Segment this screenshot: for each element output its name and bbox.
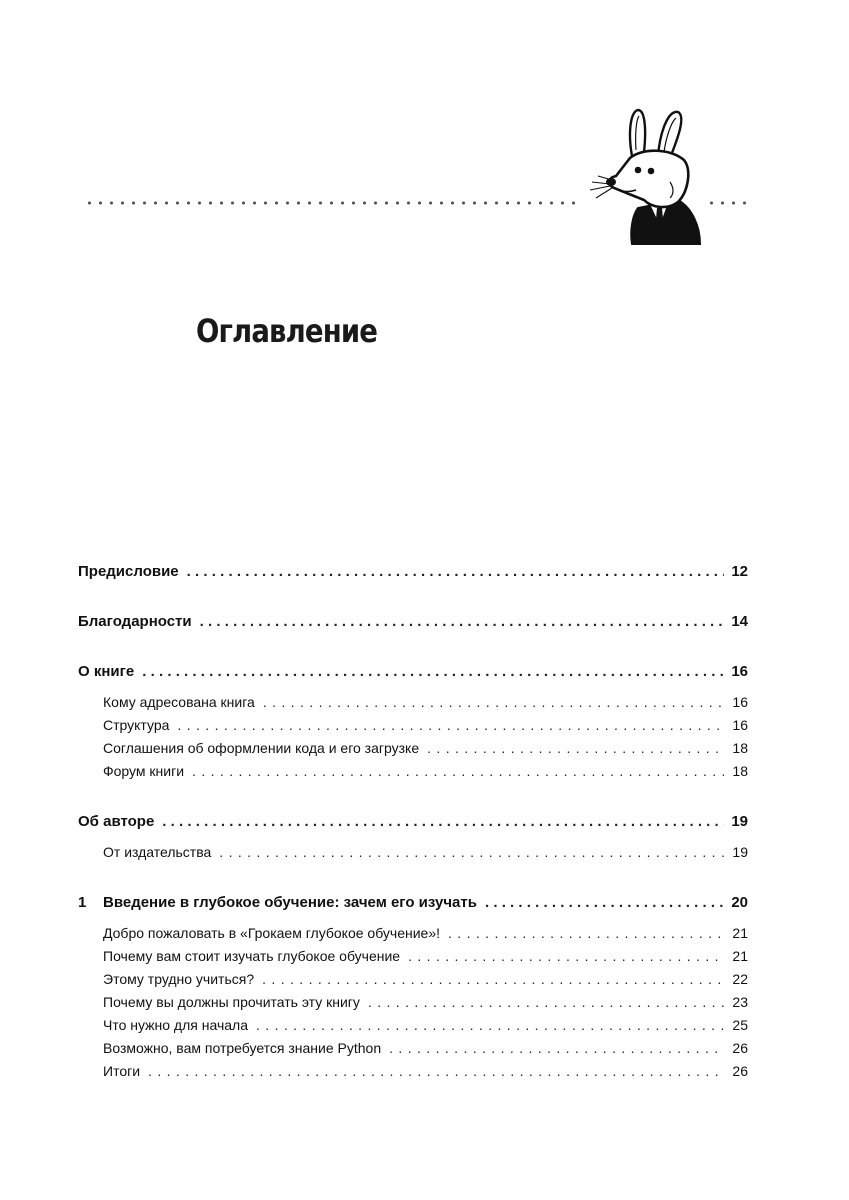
toc-chapter-number: 1 [78, 894, 87, 911]
toc-entry-title: Об авторе [78, 813, 155, 830]
toc-chapter-entry[interactable] [78, 560, 748, 583]
toc-entry-title: Кому адресована книга [103, 694, 255, 710]
toc-page-number: 23 [732, 994, 748, 1010]
toc-page-number: 19 [731, 813, 748, 830]
dot-leader [148, 1060, 724, 1083]
toc-page-number: 18 [732, 740, 748, 756]
toc-entry-title: Почему вам стоит изучать глубокое обучение [103, 948, 401, 964]
dot-leader [485, 891, 724, 914]
dot-leader [192, 760, 724, 783]
toc-chapter-entry[interactable] [78, 660, 748, 683]
toc-page-number: 26 [732, 1063, 748, 1079]
toc-page-number: 12 [731, 563, 748, 580]
dot-leader [262, 968, 724, 991]
toc-page-number: 20 [731, 894, 748, 911]
toc-chapter-entry[interactable] [78, 810, 748, 833]
toc-entry-title: Почему вы должны прочитать эту книгу [103, 994, 360, 1010]
toc-section-entry[interactable] [78, 841, 748, 864]
toc-entry-title: Благодарности [78, 613, 192, 630]
rabbit-in-suit-icon [588, 104, 706, 246]
toc-entry-title: О книге [78, 663, 135, 680]
toc-entry-title: Возможно, вам потребуется знание Python [103, 1040, 382, 1056]
toc-entry-title: Этому трудно учиться? [103, 971, 255, 987]
toc-section-entry[interactable] [78, 714, 748, 737]
dot-leader [162, 810, 724, 833]
dot-leader [448, 922, 724, 945]
dot-leader [427, 737, 724, 760]
toc-page-number: 14 [731, 613, 748, 630]
toc-entry-title: Итоги [103, 1063, 141, 1079]
toc-section-entry[interactable] [78, 1014, 748, 1037]
toc-entry-title: Форум книги [103, 763, 185, 779]
dot-leader [368, 991, 724, 1014]
dot-leader [142, 660, 724, 683]
toc-section-entry[interactable] [78, 968, 748, 991]
toc-page-number: 21 [732, 925, 748, 941]
decorative-dotted-rule-left [84, 200, 582, 206]
toc-section-entry[interactable] [78, 1037, 748, 1060]
toc-section-entry[interactable] [78, 760, 748, 783]
toc-entry-title: Предисловие [78, 563, 179, 580]
dot-leader [219, 841, 724, 864]
toc-page-number: 22 [732, 971, 748, 987]
toc-page-number: 25 [732, 1017, 748, 1033]
dot-leader [389, 1037, 724, 1060]
toc-section-entry[interactable] [78, 922, 748, 945]
toc-chapter-entry[interactable] [78, 891, 748, 914]
toc-page-number: 16 [732, 694, 748, 710]
dot-leader [408, 945, 724, 968]
dot-leader [263, 691, 724, 714]
toc-section-entry[interactable] [78, 945, 748, 968]
dot-leader [187, 560, 724, 583]
toc-section-entry[interactable] [78, 737, 748, 760]
toc-section-entry[interactable] [78, 991, 748, 1014]
toc-page-number: 21 [732, 948, 748, 964]
dot-leader [177, 714, 724, 737]
toc-chapter-entry[interactable] [78, 610, 748, 633]
toc-page-number: 18 [732, 763, 748, 779]
toc-section-entry[interactable] [78, 1060, 748, 1083]
toc-entry-title: Структура [103, 717, 170, 733]
toc-page-number: 26 [732, 1040, 748, 1056]
toc-page-number: 19 [732, 844, 748, 860]
toc-entry-title: Добро пожаловать в «Грокаем глубокое обучение»! [103, 925, 440, 941]
toc-page-number: 16 [732, 717, 748, 733]
toc-entry-title: Что нужно для начала [103, 1017, 248, 1033]
toc-entry-title: От издательства [103, 844, 212, 860]
toc-section-entry[interactable] [78, 691, 748, 714]
toc-entry-title: Введение в глубокое обучение: зачем его изучать [103, 894, 477, 911]
decorative-dotted-rule-right [706, 200, 750, 206]
table-of-contents [78, 560, 748, 1083]
dot-leader [200, 610, 724, 633]
toc-page-number: 16 [731, 663, 748, 680]
dot-leader [256, 1014, 724, 1037]
toc-entry-title: Соглашения об оформлении кода и его загрузке [103, 740, 420, 756]
page-title: Оглавление [196, 312, 378, 350]
